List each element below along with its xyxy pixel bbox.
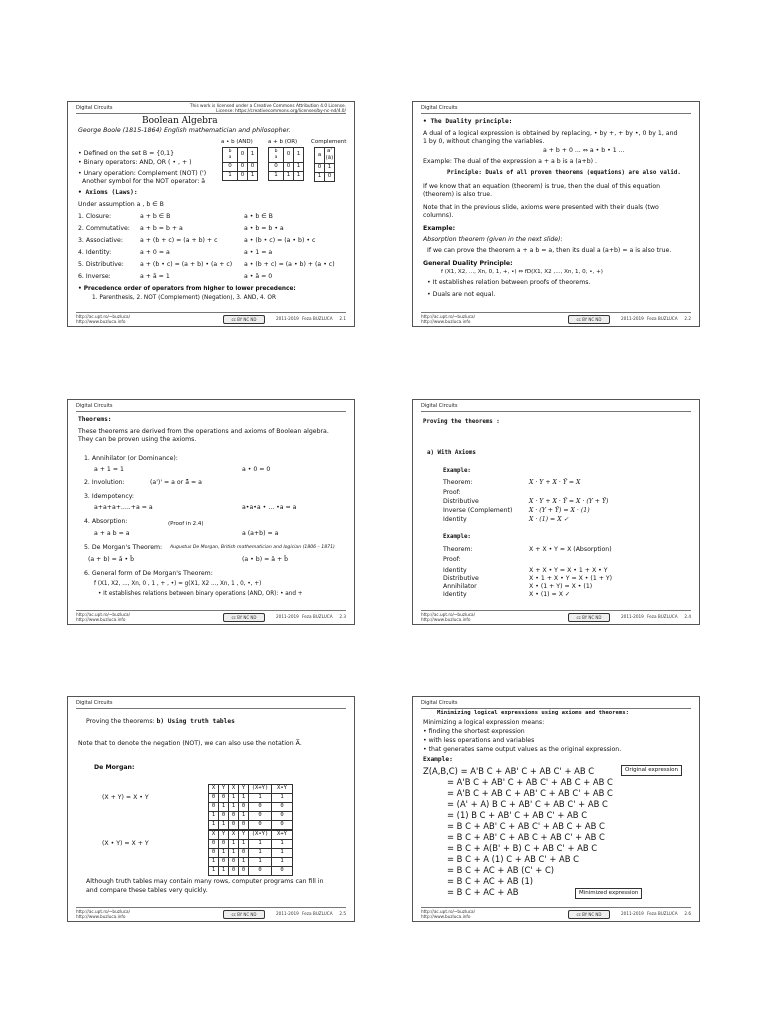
slide-2-6: [412, 696, 700, 922]
de-morgan-eq-2: (X • Y) = X + Y: [102, 840, 149, 847]
tt-header: (X•Y): [249, 831, 272, 840]
expr-line: = B C + AC + AB (C' + C): [447, 865, 555, 875]
complement-header: Complement: [311, 139, 347, 145]
slide-title: Boolean Algebra: [142, 116, 218, 126]
tt-cell: 0: [219, 858, 229, 867]
tt-cell: 1: [229, 803, 239, 812]
proof-step-expr: X · Y + X · Ȳ = X: [529, 479, 581, 486]
tt-cell: 1: [239, 858, 249, 867]
slide-number: 2.5: [339, 911, 346, 916]
footer-url-1: http://ac.upt.ro/~buzluca/: [421, 314, 476, 319]
axiom-name: 6. Inverse:: [78, 273, 111, 280]
truth-table-note-cont: and compare these tables very quickly.: [86, 887, 208, 894]
expr-line: = B C + A(B' + B) C + AB C' + AB C: [447, 843, 598, 853]
absorption-dual: If we can prove the theorem a + a b = a, then its dual a (a+b) = a is also true.: [427, 247, 672, 254]
tt-cell: 1: [209, 867, 219, 876]
tt-cell: 0: [209, 840, 219, 849]
note-text-cont: columns).: [423, 212, 454, 219]
truth-tables-heading: b) Using truth tables: [156, 718, 235, 725]
tt-cell: 1: [239, 812, 249, 821]
slide-header: [421, 700, 691, 709]
theorems-intro: These theorems are derived from the operations and axioms of Boolean algebra.: [78, 428, 329, 435]
slide-footer: [76, 312, 346, 324]
general-de-morgan-heading: 6. General form of De Morgan's Theorem:: [84, 570, 213, 577]
footer-url-2: http://www.buzluca.info: [76, 616, 126, 622]
theorem-name: 1. Annihilator (or Dominance):: [84, 455, 178, 462]
tt-header: X̄+Ȳ: [272, 831, 293, 840]
axiom-left: a + 0 = a: [140, 249, 170, 256]
tt-cell: 0: [239, 803, 249, 812]
course-label: Digital Circuits: [421, 403, 458, 409]
proof-step-label: Distributive: [443, 575, 479, 582]
tt-cell: 0: [239, 821, 249, 830]
and-truth-table: b a 0 1 0 0 0 1 0 1: [222, 147, 258, 181]
theorems-intro-cont: They can be proven using the axioms.: [78, 436, 197, 443]
tt-cell: 0: [229, 812, 239, 821]
dual-formula: a + b + 0 ... ⇔ a • b • 1 ...: [543, 147, 625, 154]
tt-header: Ȳ: [239, 785, 249, 794]
minimized-expression-label: Minimized expression: [575, 888, 642, 899]
bullet-not-symbol: Another symbol for the NOT operator: ā: [82, 178, 206, 185]
tt-cell: 0: [249, 867, 272, 876]
duality-text-cont: (theorem) is also true.: [423, 191, 493, 198]
tt-cell: 1: [229, 849, 239, 858]
tt-cell: 1: [229, 794, 239, 803]
slide-header: [76, 700, 346, 709]
tt-cell: 1: [209, 858, 219, 867]
slide-2-5: [67, 696, 355, 922]
slide-2-2: [412, 101, 700, 327]
expr-line: = B C + AC + AB (1): [447, 876, 534, 886]
expr-line-0: Z(A,B,C) = A'B C + AB' C + AB C' + AB C: [423, 766, 595, 776]
license-line-2: License: https://creativecommons.org/licenses/by-nc-nd/4.0/: [216, 108, 346, 114]
de-morgan-heading: De Morgan:: [94, 764, 135, 771]
axiom-right: a • ā = 0: [244, 273, 273, 280]
de-morgan-eq-1: (X + Y) = X • Y: [102, 794, 149, 801]
example-2-heading: Example:: [443, 534, 471, 540]
proof-step-label: Theorem:: [443, 546, 473, 553]
tt-cell: 1: [272, 849, 293, 858]
expr-line: = A'B C + AB C + AB' C + AB C' + AB C: [447, 788, 613, 798]
slide-footer: [421, 610, 691, 622]
expr-line: = A'B C + AB' C + AB C' + AB C + AB C: [447, 777, 613, 787]
bullet-set: • Defined on the set B = {0,1}: [78, 150, 175, 157]
tt-cell: 0: [249, 812, 272, 821]
tt-header: Y: [219, 785, 229, 794]
axiom-left: a + (b + c) = (a + b) + c: [140, 237, 218, 244]
theorem-right: a•a•a • ... •a = a: [242, 504, 297, 511]
de-morgan-truth-table-1: [208, 784, 293, 830]
course-label: Digital Circuits: [76, 105, 113, 111]
proving-heading: Proving the theorems :: [423, 419, 500, 425]
slide-header: [421, 105, 691, 114]
tt-header: Y: [219, 831, 229, 840]
slide-subtitle: George Boole (1815-1864) English mathematician and philosopher.: [78, 127, 291, 134]
proof-step-label: Theorem:: [443, 479, 473, 486]
footer-years: 2011-2019: [621, 316, 644, 321]
proving-heading-text: Proving the theorems:: [86, 718, 155, 725]
slide-2-3: [67, 399, 355, 625]
slide-body: [423, 115, 691, 312]
course-label: Digital Circuits: [421, 105, 458, 111]
tt-cell: 0: [249, 803, 272, 812]
note-text: Note that in the previous slide, axioms were presented with their duals (two: [423, 204, 659, 211]
slide-footer: [76, 610, 346, 622]
footer-url-1: http://ac.upt.ro/~buzluca/: [76, 909, 131, 914]
tt-cell: 1: [272, 840, 293, 849]
duality-principle: Principle: Duals of all proven theorems (equations) are also valid.: [447, 170, 681, 176]
footer-url-1: http://ac.upt.ro/~buzluca/: [421, 909, 476, 914]
tt-cell: 0: [239, 867, 249, 876]
expr-line: = B C + AB' C + AB C' + AB C + AB C: [447, 821, 605, 831]
slide-number: 2.1: [339, 316, 346, 321]
footer-urls: [76, 910, 130, 920]
and-header: a • b (AND): [221, 139, 253, 145]
slide-number: 2.2: [684, 316, 691, 321]
de-morgan-left: (a + b) = ā • b̄: [88, 556, 135, 563]
footer-url-2: http://www.buzluca.info: [421, 318, 471, 324]
slide-body: [423, 413, 691, 610]
tt-cell: 1: [249, 849, 272, 858]
minimizing-bullet-3: • that generates same output values as the original expression.: [423, 746, 622, 753]
dual-definition: A dual of a logical expression is obtained by replacing, • by +, + by •, 0 by 1, and: [423, 130, 678, 137]
footer-author: Feza BUZLUCA: [647, 614, 678, 619]
proof-step-expr: X · (1) = X ✓: [529, 516, 569, 523]
axiom-right: a • (b • c) = (a • b) • c: [244, 237, 316, 244]
tt-header: X̄•Ȳ: [272, 785, 293, 794]
footer-urls: [421, 315, 475, 325]
expr-line: = (1) B C + AB' C + AB C' + AB C: [447, 810, 588, 820]
minimizing-bullet-2: • with less operations and variables: [423, 737, 535, 744]
de-morgan-truth-table-2: [208, 830, 293, 876]
example-heading: Example:: [423, 225, 456, 232]
slide-body: [78, 710, 346, 907]
tt-cell: 0: [229, 821, 239, 830]
footer-url-1: http://ac.upt.ro/~buzluca/: [421, 612, 476, 617]
theorem-name: 3. Idempotency:: [84, 493, 135, 500]
proof-step-expr: X · Y + X · Ȳ = X · (Y + Ȳ): [529, 498, 609, 505]
slide-body: [423, 710, 691, 907]
proof-step-label: Proof:: [443, 556, 461, 563]
expr-line-final: = B C + AC + AB: [447, 887, 519, 897]
slide-footer: [76, 907, 346, 919]
expr-line: = B C + A (1) C + AB C' + AB C: [447, 854, 579, 864]
general-de-morgan-formula: f (X1, X2, ..., Xn, 0 , 1 , + , •) = g(X1, X2 ..., Xn, 1 , 0, •, +): [94, 581, 262, 587]
footer-urls: [76, 613, 130, 623]
with-axioms-heading: a) With Axioms: [427, 450, 476, 456]
general-duality-heading: General Duality Principle:: [423, 260, 513, 267]
footer-years: 2011-2019: [276, 614, 299, 619]
de-morgan-heading: 5. De Morgan's Theorem:: [84, 544, 163, 551]
dual-definition-cont: 1 by 0, without changing the variables.: [423, 138, 545, 145]
axiom-left: a + b = b + a: [140, 225, 183, 232]
theorem-left: (a')' = a or ā̄ = a: [150, 479, 202, 486]
cc-license-icon: cc BY NC ND: [223, 910, 265, 919]
tt-cell: 0: [209, 803, 219, 812]
tt-cell: 1: [272, 794, 293, 803]
tt-cell: 0: [249, 821, 272, 830]
tt-cell: 1: [229, 840, 239, 849]
slide-number: 2.4: [684, 614, 691, 619]
precedence-items: 1. Parenthesis, 2. NOT (Complement) (Negation), 3. AND, 4. OR: [92, 295, 277, 301]
notation-note: Note that to denote the negation (NOT), we can also use the notation A̅.: [78, 740, 302, 747]
footer-url-2: http://www.buzluca.info: [421, 913, 471, 919]
complement-table: a a' (ā) 0 1 1 0: [314, 147, 335, 182]
proof-step-label: Identity: [443, 591, 467, 598]
general-duality-bullet-1: • It establishes relation between proofs of theorems.: [427, 279, 591, 286]
proof-step-label: Inverse (Complement): [443, 507, 513, 514]
tt-cell: 1: [272, 858, 293, 867]
axiom-left: a + (b • c) = (a + b) • (a + c): [140, 261, 233, 268]
theorem-left: a + a b = a: [94, 530, 130, 537]
axioms-assumption: Under assumption a , b ∈ B: [78, 201, 164, 208]
tt-cell: 1: [219, 821, 229, 830]
footer-urls: [421, 613, 475, 623]
slide-2-4: [412, 399, 700, 625]
tt-cell: 1: [249, 840, 272, 849]
tt-cell: 0: [229, 867, 239, 876]
tt-header: Ȳ: [239, 831, 249, 840]
tt-cell: 1: [219, 803, 229, 812]
tt-cell: 0: [209, 849, 219, 858]
theorem-left: a + 1 = 1: [94, 466, 124, 473]
de-morgan-right: (a • b) = ā + b̄: [242, 556, 289, 563]
proof-step-label: Annihilator: [443, 583, 477, 590]
theorem-left: a+a+a+.....+a = a: [94, 504, 153, 511]
footer-url-1: http://ac.upt.ro/~buzluca/: [76, 612, 131, 617]
slide-body: [78, 115, 346, 312]
proving-heading: [86, 718, 235, 726]
footer-url-1: http://ac.upt.ro/~buzluca/: [76, 314, 131, 319]
tt-cell: 1: [209, 821, 219, 830]
footer-author: Feza BUZLUCA: [647, 911, 678, 916]
footer-author: Feza BUZLUCA: [302, 316, 333, 321]
minimizing-intro: Minimizing a logical expression means:: [423, 719, 545, 726]
axiom-right: a • 1 = a: [244, 249, 273, 256]
axiom-name: 2. Commutative:: [78, 225, 130, 232]
expr-line: = (A' + A) B C + AB' C + AB C' + AB C: [447, 799, 608, 809]
course-label: Digital Circuits: [76, 700, 113, 706]
tt-cell: 0: [272, 812, 293, 821]
theorem-name: 4. Absorption:: [84, 518, 128, 525]
footer-author: Feza BUZLUCA: [647, 316, 678, 321]
proof-step-label: Proof:: [443, 489, 461, 496]
axiom-name: 3. Associative:: [78, 237, 123, 244]
expr-line: = B C + AB' C + AB C + AB C' + AB C: [447, 832, 605, 842]
tt-cell: 0: [239, 849, 249, 858]
tt-cell: 1: [239, 840, 249, 849]
proof-step-label: Identity: [443, 516, 467, 523]
theorem-name: 2. Involution:: [84, 479, 125, 486]
tt-cell: 0: [209, 794, 219, 803]
footer-years: 2011-2019: [621, 614, 644, 619]
general-duality-formula: f (X1, X2, ..., Xn, 0, 1, +, •) ⇔ fD(X1, X2 ,..., Xn, 1, 0, •, +): [441, 269, 603, 275]
general-duality-bullet-2: • Duals are not equal.: [427, 291, 496, 298]
axiom-right: a • b ∈ B: [244, 213, 273, 220]
footer-url-2: http://www.buzluca.info: [421, 616, 471, 622]
axioms-heading: • Axioms (Laws):: [78, 189, 138, 196]
axiom-name: 5. Distributive:: [78, 261, 124, 268]
license-text: [190, 105, 346, 114]
de-morgan-note: Augustus De Morgan, British mathematician and logician (1806 – 1871): [170, 545, 335, 550]
cc-license-icon: cc BY NC ND: [223, 315, 265, 324]
footer-years: 2011-2019: [276, 316, 299, 321]
tt-header: X̄: [229, 785, 239, 794]
tt-cell: 1: [219, 867, 229, 876]
tt-cell: 1: [219, 849, 229, 858]
tt-header: X: [209, 831, 219, 840]
dual-example: Example: The dual of the expression a + a b is a (a+b) .: [423, 158, 597, 165]
proof-step-label: Distributive: [443, 498, 479, 505]
axiom-right: a • b = b • a: [244, 225, 284, 232]
footer-years: 2011-2019: [621, 911, 644, 916]
theorem-right: a (a+b) = a: [242, 530, 279, 537]
slide-body: [78, 413, 346, 610]
tt-cell: 0: [272, 867, 293, 876]
bullet-unary: • Unary operation: Complement (NOT) ('): [78, 170, 207, 177]
cc-license-icon: cc BY NC ND: [568, 613, 610, 622]
tt-cell: 1: [239, 794, 249, 803]
duality-heading: • The Duality principle:: [423, 118, 513, 125]
original-expression-label: Original expression: [621, 765, 682, 776]
slide-number: 2.6: [684, 911, 691, 916]
footer-author: Feza BUZLUCA: [302, 614, 333, 619]
tt-header: X: [209, 785, 219, 794]
theorems-heading: Theorems:: [78, 416, 112, 423]
axiom-name: 4. Identity:: [78, 249, 112, 256]
general-de-morgan-bullet: • It establishes relations between binary operations (AND, OR): • and +: [98, 591, 303, 597]
tt-cell: 0: [219, 840, 229, 849]
proof-step-expr: X + X • Y = X (Absorption): [529, 546, 612, 553]
proof-reference: (Proof in 2.4): [168, 521, 204, 527]
slide-header: [76, 403, 346, 412]
proof-step-expr: X • (1 + Y) = X • (1): [529, 583, 593, 590]
cc-license-icon: cc BY NC ND: [223, 613, 265, 622]
tt-header: (X+Y): [249, 785, 272, 794]
footer-urls: [421, 910, 475, 920]
license-line-1: This work is licensed under a Creative Commons Attribution 4.0 License.: [189, 104, 346, 109]
axiom-right: a • (b + c) = (a • b) + (a • c): [244, 261, 335, 268]
tt-cell: 0: [219, 794, 229, 803]
axiom-left: a + b ∈ B: [140, 213, 171, 220]
footer-author: Feza BUZLUCA: [302, 911, 333, 916]
proof-step-expr: X · (Y + Ȳ) = X · (1): [529, 507, 590, 514]
absorption-ref: Absorption theorem (given in the next slide):: [423, 236, 563, 243]
proof-step-expr: X • 1 + X • Y = X • (1 + Y): [529, 575, 613, 582]
cc-license-icon: cc BY NC ND: [568, 315, 610, 324]
slide-footer: [421, 312, 691, 324]
proof-step-expr: X + X • Y = X • 1 + X • Y: [529, 567, 608, 574]
tt-cell: 1: [209, 812, 219, 821]
minimizing-heading: Minimizing logical expressions using axioms and theorems:: [437, 710, 629, 716]
theorem-right: a • 0 = 0: [242, 466, 271, 473]
axiom-name: 1. Closure:: [78, 213, 112, 220]
cc-license-icon: cc BY NC ND: [568, 910, 610, 919]
bullet-binary: • Binary operators: AND, OR ( • , + ): [78, 159, 192, 166]
tt-header: X̄: [229, 831, 239, 840]
slide-header: [76, 105, 346, 114]
or-truth-table: b a 0 1 0 0 1 1 1 1: [268, 147, 304, 181]
tt-cell: 0: [229, 858, 239, 867]
slide-2-1: [67, 101, 355, 327]
footer-years: 2011-2019: [276, 911, 299, 916]
proof-step-label: Identity: [443, 567, 467, 574]
slide-footer: [421, 907, 691, 919]
tt-cell: 0: [272, 803, 293, 812]
example-1-heading: Example:: [443, 468, 471, 474]
precedence-heading: • Precedence order of operators from higher to lower precedence:: [78, 286, 296, 292]
footer-urls: [76, 315, 130, 325]
tt-cell: 0: [219, 812, 229, 821]
duality-text: If we know that an equation (theorem) is true, then the dual of this equation: [423, 183, 661, 190]
footer-url-2: http://www.buzluca.info: [76, 913, 126, 919]
tt-cell: 1: [249, 858, 272, 867]
proof-step-expr: X • (1) = X ✓: [529, 591, 571, 598]
course-label: Digital Circuits: [421, 700, 458, 706]
slide-number: 2.3: [339, 614, 346, 619]
slide-header: [421, 403, 691, 412]
tt-cell: 1: [249, 794, 272, 803]
course-label: Digital Circuits: [76, 403, 113, 409]
example-heading: Example:: [423, 756, 453, 763]
truth-table-note: Although truth tables may contain many rows, computer programs can fill in: [86, 878, 324, 885]
footer-url-2: http://www.buzluca.info: [76, 318, 126, 324]
minimizing-bullet-1: • finding the shortest expression: [423, 728, 525, 735]
axiom-left: a + ā = 1: [140, 273, 170, 280]
tt-cell: 0: [272, 821, 293, 830]
or-header: a + b (OR): [268, 139, 298, 145]
